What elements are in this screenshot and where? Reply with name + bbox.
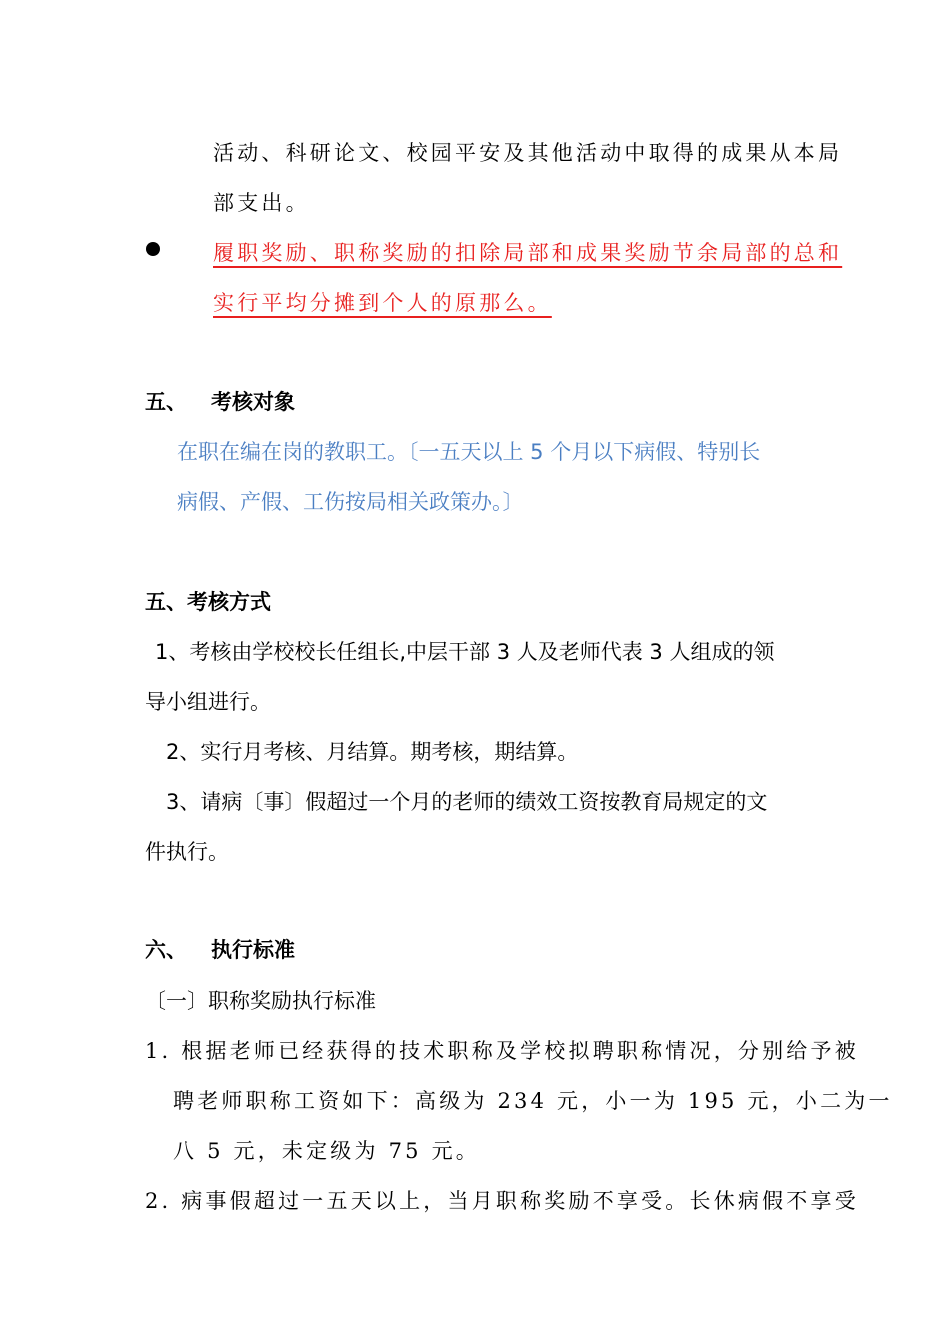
method-item-1-line-1: 1、考核由学校校长任组长,中层干部 3 人及老师代表 3 人组成的领 xyxy=(155,640,775,664)
target-text-line-1: 在职在编在岗的教职工。〔一五天以上 5 个月以下病假、特别长 xyxy=(177,440,761,464)
rule-text-line-2: 实行平均分摊到个人的原那么。 xyxy=(213,291,552,315)
standard-item-1-line-2: 聘老师职称工资如下：高级为 234 元，小一为 195 元，小二为一 xyxy=(173,1089,893,1113)
scope-text-line-1: 活动、科研论文、校园平安及其他活动中取得的成果从本局 xyxy=(213,141,843,165)
method-item-2: 2、实行月考核、月结算。期考核，期结算。 xyxy=(166,740,579,764)
bullet-icon xyxy=(146,242,160,256)
method-item-1-line-2: 导小组进行。 xyxy=(145,690,271,714)
standard-subheading-1: 〔一〕职称奖励执行标准 xyxy=(145,989,376,1013)
section-method-title: 五、考核方式 xyxy=(145,590,271,614)
section-target-number: 五、 xyxy=(145,390,187,414)
section-target-title: 考核对象 xyxy=(211,390,295,414)
scope-text-line-2: 部支出。 xyxy=(213,191,310,215)
standard-item-2-line-1: 2. 病事假超过一五天以上，当月职称奖励不享受。长休病假不享受 xyxy=(145,1189,859,1213)
method-item-3-line-1: 3、请病〔事〕假超过一个月的老师的绩效工资按教育局规定的文 xyxy=(166,790,768,814)
target-text-line-2: 病假、产假、工伤按局相关政策办。〕 xyxy=(177,490,524,514)
standard-item-1-line-1: 1. 根据老师已经获得的技术职称及学校拟聘职称情况，分别给予被 xyxy=(145,1039,859,1063)
method-item-3-line-2: 件执行。 xyxy=(145,840,229,864)
section-standard-number: 六、 xyxy=(145,938,187,962)
rule-text-line-1: 履职奖励、职称奖励的扣除局部和成果奖励节余局部的总和 xyxy=(213,241,843,265)
standard-item-1-line-3: 八 5 元，未定级为 75 元。 xyxy=(173,1139,480,1163)
section-standard-title: 执行标准 xyxy=(211,938,295,962)
